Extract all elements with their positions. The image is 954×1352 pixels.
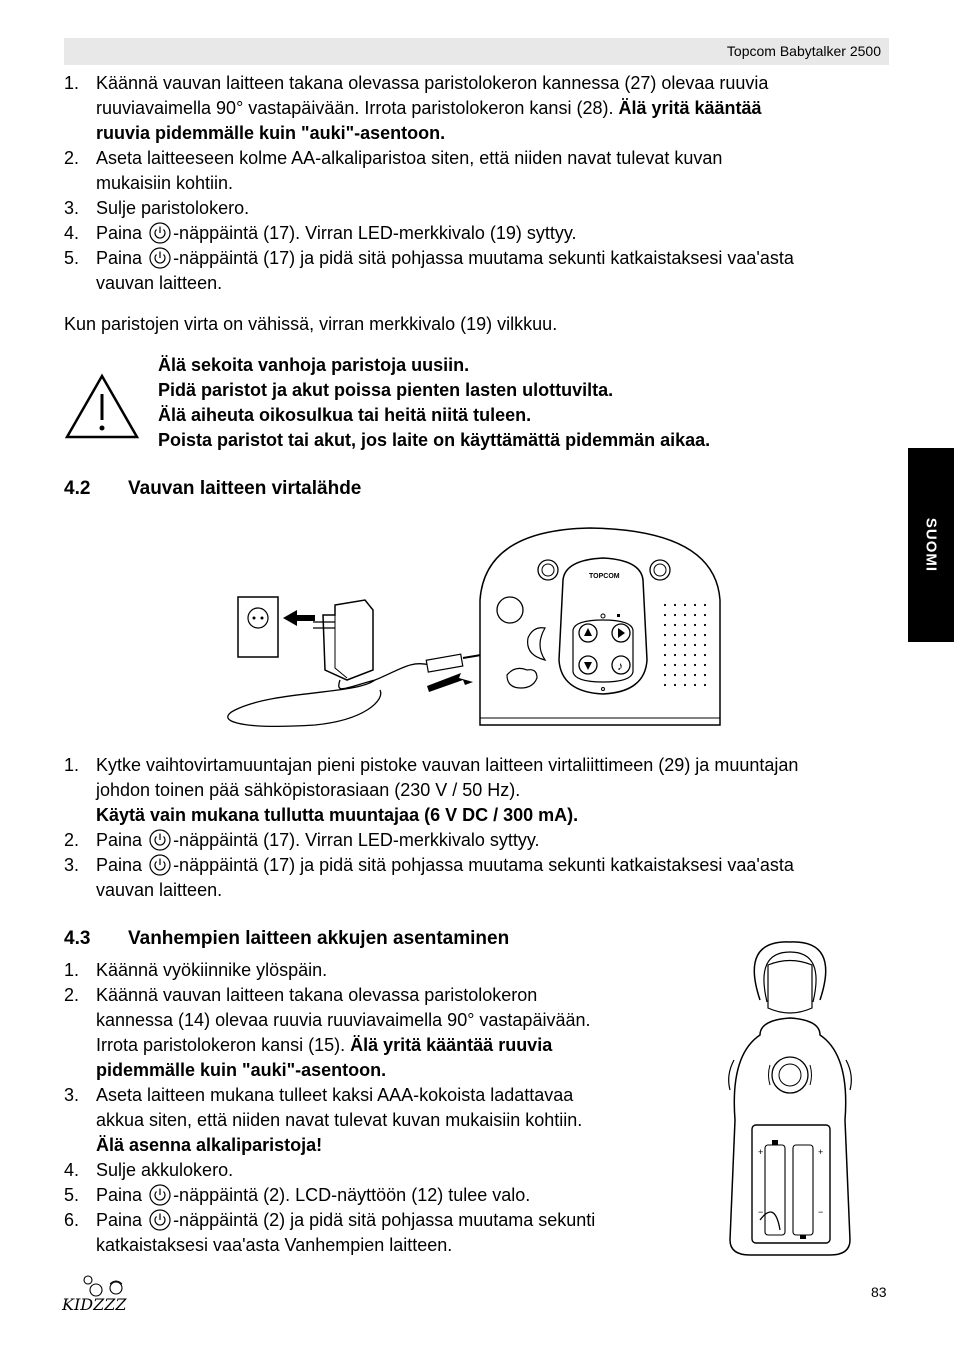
page-number: 83 [871,1284,887,1300]
battery-note: Kun paristojen virta on vähissä, virran merkkivalo (19) vilkkuu. [64,314,558,334]
warning-line: Älä aiheuta oikosulkua tai heitä niitä tuleen. [158,405,532,425]
list-text-bold: pidemmälle kuin "auki"-asentoon. [96,1060,387,1080]
list-text: Sulje akkulokero. [96,1160,234,1180]
list-number: 1. [64,960,80,980]
list-text: -näppäintä (17) ja pidä sitä pohjassa muutama sekunti katkaistaksesi vaa'asta [173,248,794,268]
list-text: Kytke vaihtovirtamuuntajan pieni pistoke vauvan laitteen virtaliittimeen (29) ja muuntajan [96,755,799,775]
warning-triangle-icon [64,372,140,440]
svg-text:+: + [818,1147,824,1157]
list-text: Paina [96,855,143,875]
list-text: katkaistaksesi vaa'asta Vanhempien laitteen. [96,1235,453,1255]
section-title: Vanhempien laitteen akkujen asentaminen [128,928,510,949]
list-text-bold: Älä yritä kääntää [618,98,762,118]
list-text-bold: Älä yritä kääntää ruuvia [350,1035,553,1055]
list-text: ruuviavaimella 90° vastapäivään. Irrota paristolokeron kansi (28). [96,98,619,118]
kidzzz-logo-text: KIDZZZ [62,1295,127,1314]
list-text: mukaisiin kohtiin. [96,173,234,193]
section-heading [64,478,361,500]
svg-text:+: + [758,1147,764,1157]
list-number: 3. [64,855,80,875]
warning-block [158,353,710,453]
list-text: Irrota paristolokeron kansi (15). [96,1035,351,1055]
section-title: Vauvan laitteen virtalähde [128,478,362,499]
list-text: vauvan laitteen. [96,880,223,900]
list-text: -näppäintä (17) ja pidä sitä pohjassa muutama sekunti katkaistaksesi vaa'asta [173,855,794,875]
language-tab-label: SUOMI [922,517,940,573]
list-text: Aseta laitteeseen kolme AA-alkaliparistoa siten, että niiden navat tulevat kuvan [96,148,723,168]
list-text: Käännä vauvan laitteen takana olevassa paristolokeron [96,985,538,1005]
list-number: 2. [64,985,80,1005]
list-text: akkua siten, että niiden navat tulevat kuvan mukaisiin kohtiin. [96,1110,583,1130]
list-text: vauvan laitteen. [96,273,223,293]
list-text: -näppäintä (2) ja pidä sitä pohjassa muutama sekunti [173,1210,596,1230]
svg-text:♪: ♪ [617,659,623,673]
warning-line: Poista paristot tai akut, jos laite on käyttämättä pidemmän aikaa. [158,430,711,450]
section-heading [64,928,509,950]
list-text: Paina [96,830,143,850]
list-text: Paina [96,1210,143,1230]
list-text: Sulje paristolokero. [96,198,250,218]
list-number: 2. [64,830,80,850]
parent-unit-illustration [720,940,860,1258]
list-text: -näppäintä (2). LCD-näyttöön (12) tulee valo. [173,1185,531,1205]
power-button-icon [149,222,171,244]
power-adapter-illustration [215,520,735,735]
list-text-bold: ruuvia pidemmälle kuin "auki"-asentoon. [96,123,446,143]
list-text-bold: Älä asenna alkaliparistoja! [96,1135,323,1155]
list-text: Paina [96,248,143,268]
power-button-icon [149,1209,171,1231]
brand-logo: TOPCOM [589,573,620,580]
list-text: Käännä vauvan laitteen takana olevassa paristolokeron kannessa (27) olevaa ruuvia [96,73,769,93]
list-text: kannessa (14) olevaa ruuvia ruuviavaimella 90° vastapäivään. [96,1010,591,1030]
list-text: johdon toinen pää sähköpistorasiaan (230 V / 50 Hz). [96,780,521,800]
power-button-icon [149,1184,171,1206]
list-number: 5. [64,1185,80,1205]
language-tab [908,448,954,642]
list-number: 5. [64,248,80,268]
section-number: 4.3 [64,928,91,949]
list-number: 4. [64,1160,80,1180]
warning-line: Älä sekoita vanhoja paristoja uusiin. [158,355,470,375]
svg-text:−: − [758,1207,764,1217]
list-number: 1. [64,755,80,775]
list-text: Paina [96,1185,143,1205]
warning-line: Pidä paristot ja akut poissa pienten lasten ulottuvilta. [158,380,614,400]
power-button-icon [149,829,171,851]
list-number: 3. [64,1085,80,1105]
list-number: 4. [64,223,80,243]
header-bar [64,38,889,65]
list-text: -näppäintä (17). Virran LED-merkkivalo (19) syttyy. [173,223,577,243]
kidzzz-logo [60,1272,136,1314]
header-title: Topcom Babytalker 2500 [726,43,881,59]
power-button-icon [149,854,171,876]
power-button-icon [149,247,171,269]
list-number: 2. [64,148,80,168]
list-text: Aseta laitteen mukana tulleet kaksi AAA-kokoista ladattavaa [96,1085,574,1105]
list-text: -näppäintä (17). Virran LED-merkkivalo syttyy. [173,830,540,850]
list-text-bold: Käytä vain mukana tullutta muuntajaa (6 V DC / 300 mA). [96,805,579,825]
svg-text:−: − [818,1207,824,1217]
section-number: 4.2 [64,478,91,499]
list-number: 1. [64,73,80,93]
list-text: Paina [96,223,143,243]
list-number: 6. [64,1210,80,1230]
list-number: 3. [64,198,80,218]
list-text: Käännä vyökiinnike ylöspäin. [96,960,328,980]
